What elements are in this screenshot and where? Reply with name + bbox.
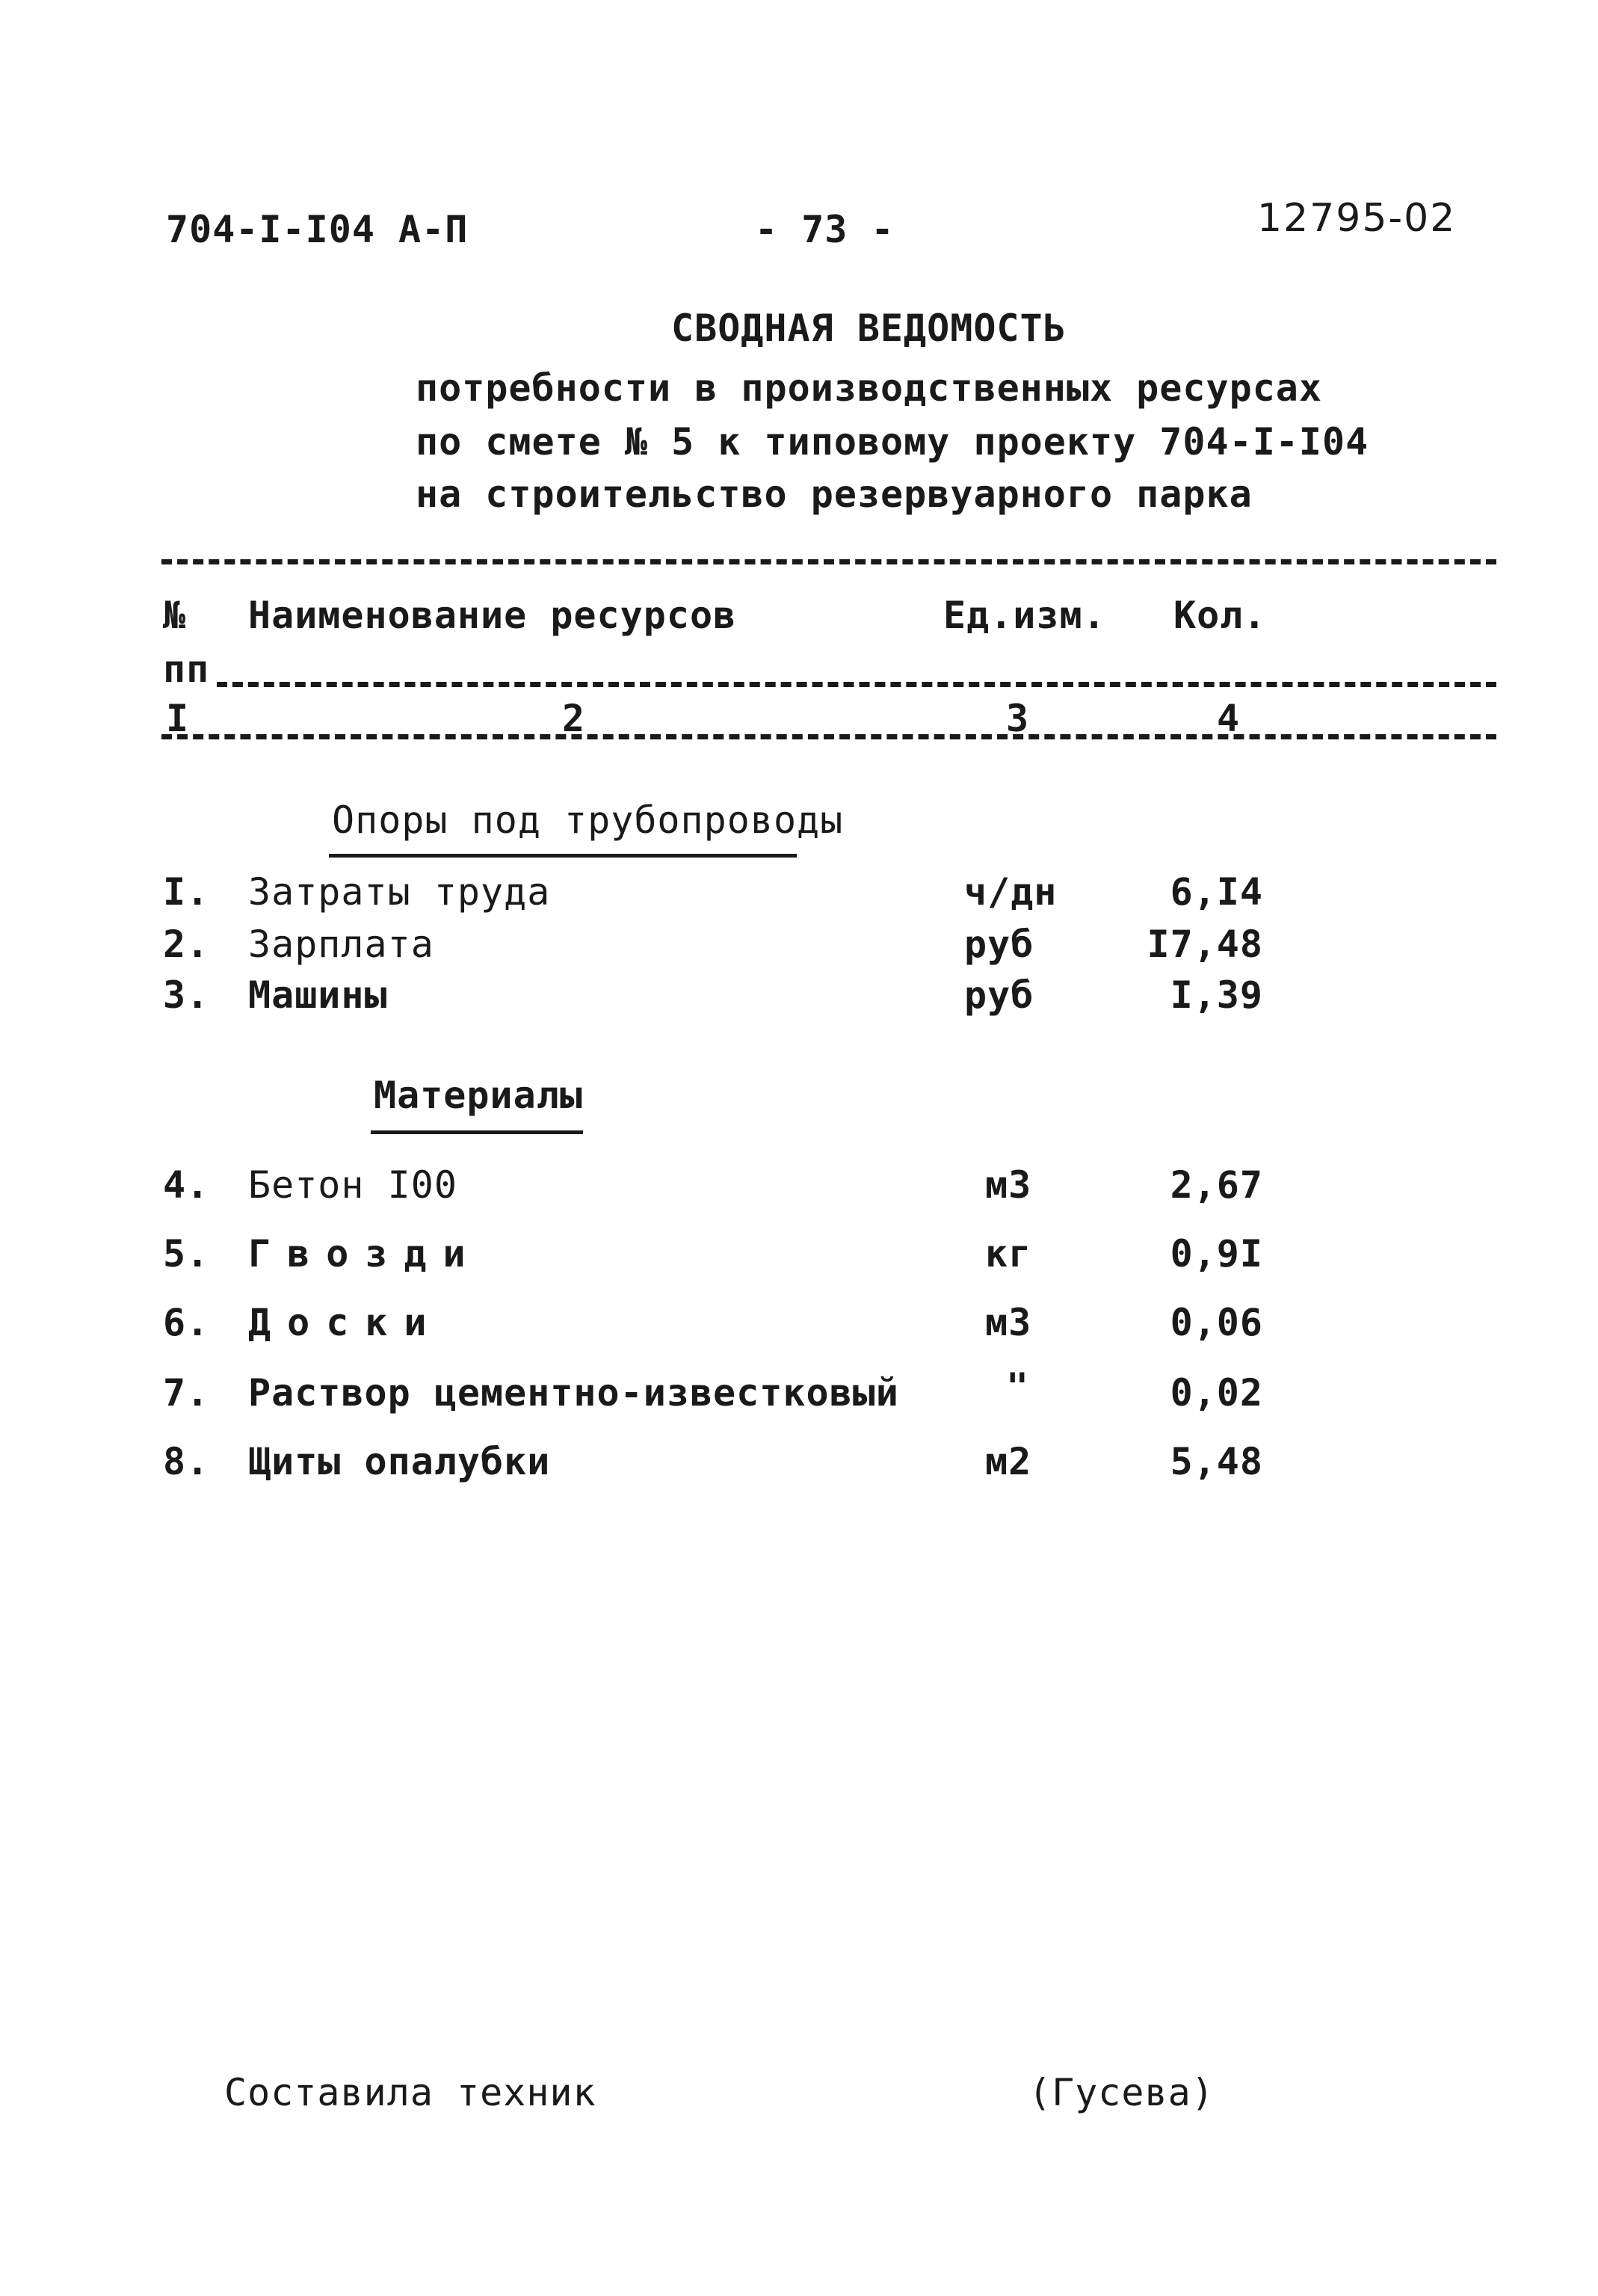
row-qty: 6,I4: [1170, 870, 1263, 914]
row-name: Затраты труда: [248, 870, 551, 914]
col-number-3: 3: [1006, 697, 1030, 740]
header-qty: Кол.: [1173, 594, 1267, 637]
title-line-2: потребности в производственных ресурсах: [416, 366, 1322, 410]
header-number: №: [163, 594, 187, 637]
row-number: 8.: [163, 1440, 210, 1483]
col-number-2: 2: [562, 697, 586, 740]
row-qty: 0,06: [1170, 1301, 1263, 1344]
row-number: 5.: [163, 1232, 210, 1275]
row-name: Зарплата: [248, 923, 434, 966]
header-number-2: пп: [163, 647, 210, 691]
header-unit: Ед.изм.: [943, 594, 1106, 637]
row-qty: 0,02: [1170, 1371, 1263, 1415]
col-number-1: I: [166, 697, 190, 740]
title-line-3: по смете № 5 к типовому проекту 704-I-I04: [416, 420, 1369, 464]
signature: (Гусева): [1028, 2071, 1215, 2114]
row-name: Бетон I00: [248, 1163, 457, 1207]
row-qty: 0,9I: [1170, 1232, 1263, 1275]
row-number: I.: [163, 870, 210, 914]
row-qty: I7,48: [1147, 923, 1263, 966]
row-name: Доски: [248, 1301, 443, 1344]
row-qty: 5,48: [1170, 1440, 1263, 1483]
header-name: Наименование ресурсов: [248, 594, 737, 637]
row-name: Машины: [248, 973, 388, 1017]
section-heading-underline: [371, 1130, 583, 1134]
row-number: 6.: [163, 1301, 210, 1344]
row-unit: ": [1006, 1365, 1030, 1409]
archive-number: 12795-02: [1257, 196, 1457, 241]
row-number: 4.: [163, 1163, 210, 1207]
document-code: 704-I-I04 А-П: [166, 208, 469, 251]
row-unit: ч/дн: [964, 870, 1058, 914]
page-number: - 73 -: [755, 208, 895, 251]
section-heading: Материалы: [374, 1074, 583, 1117]
row-unit: кг: [985, 1232, 1032, 1275]
col-number-rule: [161, 734, 1496, 739]
header-rule: [217, 682, 1496, 687]
row-number: 3.: [163, 973, 210, 1017]
col-number-4: 4: [1217, 697, 1241, 740]
row-qty: 2,67: [1170, 1163, 1263, 1207]
title-main: СВОДНАЯ ВЕДОМОСТЬ: [671, 307, 1067, 350]
row-unit: м2: [985, 1440, 1032, 1483]
row-unit: м3: [985, 1301, 1032, 1344]
row-number: 2.: [163, 923, 210, 966]
table-top-rule: [161, 559, 1496, 564]
row-unit: м3: [985, 1163, 1032, 1207]
compiled-by-label: Составила техник: [224, 2071, 596, 2114]
section-heading: Опоры под трубопроводы: [332, 798, 844, 842]
row-name: Гвозди: [248, 1232, 482, 1275]
row-qty: I,39: [1170, 973, 1263, 1017]
row-name: Раствор цементно-известковый: [248, 1371, 899, 1415]
section-heading-underline: [329, 854, 797, 858]
row-unit: руб: [964, 973, 1034, 1017]
title-line-4: на строительство резервуарного парка: [416, 473, 1253, 516]
row-name: Щиты опалубки: [248, 1440, 551, 1483]
row-number: 7.: [163, 1371, 210, 1415]
row-unit: руб: [964, 923, 1034, 966]
